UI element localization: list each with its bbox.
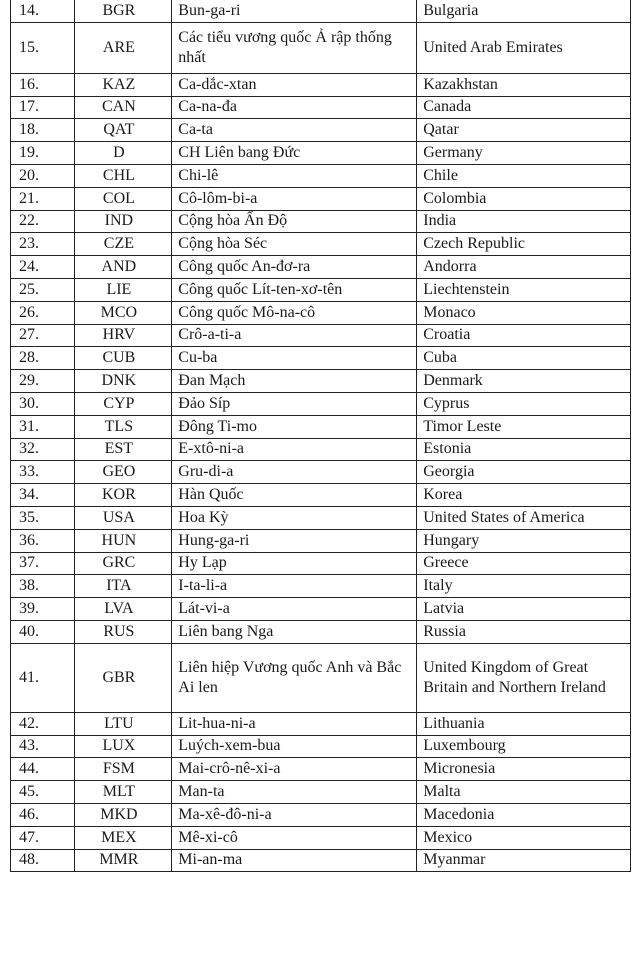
table-row — [11, 529, 631, 552]
country-code-cell: CAN — [74, 96, 172, 119]
english-name-cell: Monaco — [417, 301, 631, 324]
country-code-cell: MCO — [74, 301, 172, 324]
country-code-table — [10, 0, 631, 872]
vietnamese-name-cell: I-ta-li-a — [172, 575, 417, 598]
row-number-cell: 28. — [11, 347, 75, 370]
table-row — [11, 552, 631, 575]
row-number-cell: 21. — [11, 187, 75, 210]
vietnamese-name-cell: Man-ta — [172, 781, 417, 804]
row-number-cell: 15. — [11, 22, 75, 73]
table-row — [11, 438, 631, 461]
english-name-cell: Czech Republic — [417, 233, 631, 256]
row-number-cell: 34. — [11, 484, 75, 507]
country-code-cell: KOR — [74, 484, 172, 507]
country-code-cell: CHL — [74, 164, 172, 187]
vietnamese-name-cell: Các tiểu vương quốc Ả rập thống nhất — [172, 22, 417, 73]
table-row — [11, 119, 631, 142]
english-name-cell: Germany — [417, 142, 631, 165]
english-name-cell: Italy — [417, 575, 631, 598]
english-name-cell: Micronesia — [417, 758, 631, 781]
vietnamese-name-cell: Đan Mạch — [172, 370, 417, 393]
english-name-cell: Cuba — [417, 347, 631, 370]
english-name-cell: Macedonia — [417, 803, 631, 826]
table-row — [11, 826, 631, 849]
country-code-cell: CYP — [74, 392, 172, 415]
country-code-cell: MLT — [74, 781, 172, 804]
table-row — [11, 347, 631, 370]
vietnamese-name-cell: Ca-na-đa — [172, 96, 417, 119]
row-number-cell: 26. — [11, 301, 75, 324]
row-number-cell: 25. — [11, 278, 75, 301]
table-row — [11, 758, 631, 781]
country-code-cell: EST — [74, 438, 172, 461]
vietnamese-name-cell: Cộng hòa Séc — [172, 233, 417, 256]
vietnamese-name-cell: Công quốc Mô-na-cô — [172, 301, 417, 324]
vietnamese-name-cell: CH Liên bang Đức — [172, 142, 417, 165]
country-code-cell: MMR — [74, 849, 172, 872]
english-name-cell: Georgia — [417, 461, 631, 484]
country-code-cell: D — [74, 142, 172, 165]
country-code-cell: GBR — [74, 643, 172, 712]
table-row — [11, 324, 631, 347]
country-code-cell: HRV — [74, 324, 172, 347]
vietnamese-name-cell: Mai-crô-nê-xi-a — [172, 758, 417, 781]
english-name-cell: Myanmar — [417, 849, 631, 872]
row-number-cell: 43. — [11, 735, 75, 758]
vietnamese-name-cell: Gru-di-a — [172, 461, 417, 484]
vietnamese-name-cell: Ma-xê-đô-ni-a — [172, 803, 417, 826]
english-name-cell: Greece — [417, 552, 631, 575]
row-number-cell: 18. — [11, 119, 75, 142]
country-code-cell: LTU — [74, 712, 172, 735]
table-row — [11, 620, 631, 643]
english-name-cell: Estonia — [417, 438, 631, 461]
english-name-cell: Colombia — [417, 187, 631, 210]
country-code-cell: HUN — [74, 529, 172, 552]
english-name-cell: Mexico — [417, 826, 631, 849]
table-row — [11, 210, 631, 233]
row-number-cell: 46. — [11, 803, 75, 826]
english-name-cell: Liechtenstein — [417, 278, 631, 301]
english-name-cell: Croatia — [417, 324, 631, 347]
table-row — [11, 392, 631, 415]
english-name-cell: Chile — [417, 164, 631, 187]
row-number-cell: 48. — [11, 849, 75, 872]
vietnamese-name-cell: Chi-lê — [172, 164, 417, 187]
vietnamese-name-cell: Ca-ta — [172, 119, 417, 142]
english-name-cell: Latvia — [417, 598, 631, 621]
row-number-cell: 16. — [11, 73, 75, 96]
vietnamese-name-cell: Hàn Quốc — [172, 484, 417, 507]
row-number-cell: 44. — [11, 758, 75, 781]
country-code-cell: MEX — [74, 826, 172, 849]
table-row — [11, 164, 631, 187]
vietnamese-name-cell: Ca-dắc-xtan — [172, 73, 417, 96]
english-name-cell: India — [417, 210, 631, 233]
row-number-cell: 38. — [11, 575, 75, 598]
vietnamese-name-cell: Công quốc An-đơ-ra — [172, 256, 417, 279]
row-number-cell: 39. — [11, 598, 75, 621]
country-code-cell: CUB — [74, 347, 172, 370]
country-code-cell: BGR — [74, 0, 172, 22]
vietnamese-name-cell: Luých-xem-bua — [172, 735, 417, 758]
table-row — [11, 506, 631, 529]
country-code-cell: GEO — [74, 461, 172, 484]
row-number-cell: 24. — [11, 256, 75, 279]
english-name-cell: Korea — [417, 484, 631, 507]
table-row — [11, 142, 631, 165]
table-row — [11, 484, 631, 507]
row-number-cell: 19. — [11, 142, 75, 165]
vietnamese-name-cell: Hoa Kỳ — [172, 506, 417, 529]
row-number-cell: 41. — [11, 643, 75, 712]
country-code-cell: ARE — [74, 22, 172, 73]
table-row — [11, 643, 631, 712]
country-code-cell: USA — [74, 506, 172, 529]
row-number-cell: 29. — [11, 370, 75, 393]
row-number-cell: 27. — [11, 324, 75, 347]
country-code-cell: IND — [74, 210, 172, 233]
vietnamese-name-cell: Công quốc Lít-ten-xơ-tên — [172, 278, 417, 301]
english-name-cell: Russia — [417, 620, 631, 643]
table-row — [11, 301, 631, 324]
row-number-cell: 30. — [11, 392, 75, 415]
english-name-cell: Hungary — [417, 529, 631, 552]
vietnamese-name-cell: Hung-ga-ri — [172, 529, 417, 552]
table-row — [11, 370, 631, 393]
table-row — [11, 233, 631, 256]
country-code-cell: RUS — [74, 620, 172, 643]
english-name-cell: Luxembourg — [417, 735, 631, 758]
country-code-cell: ITA — [74, 575, 172, 598]
table-row — [11, 598, 631, 621]
table-row — [11, 96, 631, 119]
english-name-cell: Bulgaria — [417, 0, 631, 22]
row-number-cell: 33. — [11, 461, 75, 484]
table-row — [11, 256, 631, 279]
english-name-cell: Lithuania — [417, 712, 631, 735]
vietnamese-name-cell: Cu-ba — [172, 347, 417, 370]
table-row — [11, 712, 631, 735]
vietnamese-name-cell: Hy Lạp — [172, 552, 417, 575]
country-code-cell: LIE — [74, 278, 172, 301]
row-number-cell: 32. — [11, 438, 75, 461]
country-code-table-body — [11, 0, 631, 872]
row-number-cell: 31. — [11, 415, 75, 438]
table-row — [11, 278, 631, 301]
english-name-cell: United Arab Emirates — [417, 22, 631, 73]
row-number-cell: 42. — [11, 712, 75, 735]
row-number-cell: 37. — [11, 552, 75, 575]
country-code-cell: CZE — [74, 233, 172, 256]
country-code-cell: DNK — [74, 370, 172, 393]
table-row — [11, 22, 631, 73]
row-number-cell: 35. — [11, 506, 75, 529]
vietnamese-name-cell: Lát-vi-a — [172, 598, 417, 621]
english-name-cell: United States of America — [417, 506, 631, 529]
row-number-cell: 23. — [11, 233, 75, 256]
vietnamese-name-cell: Đông Ti-mo — [172, 415, 417, 438]
vietnamese-name-cell: Crô-a-ti-a — [172, 324, 417, 347]
country-code-cell: KAZ — [74, 73, 172, 96]
table-row — [11, 781, 631, 804]
vietnamese-name-cell: Đảo Síp — [172, 392, 417, 415]
english-name-cell: Denmark — [417, 370, 631, 393]
english-name-cell: Cyprus — [417, 392, 631, 415]
vietnamese-name-cell: Cô-lôm-bi-a — [172, 187, 417, 210]
table-row — [11, 735, 631, 758]
row-number-cell: 17. — [11, 96, 75, 119]
country-code-cell: MKD — [74, 803, 172, 826]
english-name-cell: Andorra — [417, 256, 631, 279]
vietnamese-name-cell: Bun-ga-ri — [172, 0, 417, 22]
vietnamese-name-cell: Liên bang Nga — [172, 620, 417, 643]
vietnamese-name-cell: Mê-xi-cô — [172, 826, 417, 849]
country-code-cell: AND — [74, 256, 172, 279]
row-number-cell: 36. — [11, 529, 75, 552]
english-name-cell: Qatar — [417, 119, 631, 142]
table-row — [11, 575, 631, 598]
country-code-cell: LUX — [74, 735, 172, 758]
country-code-cell: TLS — [74, 415, 172, 438]
table-row — [11, 803, 631, 826]
country-code-cell: GRC — [74, 552, 172, 575]
country-code-cell: FSM — [74, 758, 172, 781]
vietnamese-name-cell: Mi-an-ma — [172, 849, 417, 872]
country-code-cell: COL — [74, 187, 172, 210]
english-name-cell: United Kingdom of Great Britain and Northern Ireland — [417, 643, 631, 712]
row-number-cell: 45. — [11, 781, 75, 804]
vietnamese-name-cell: Cộng hòa Ấn Độ — [172, 210, 417, 233]
table-row — [11, 0, 631, 22]
document-page — [10, 0, 631, 872]
english-name-cell: Timor Leste — [417, 415, 631, 438]
table-row — [11, 415, 631, 438]
vietnamese-name-cell: E-xtô-ni-a — [172, 438, 417, 461]
table-row — [11, 461, 631, 484]
table-row — [11, 849, 631, 872]
country-code-cell: LVA — [74, 598, 172, 621]
english-name-cell: Canada — [417, 96, 631, 119]
country-code-cell: QAT — [74, 119, 172, 142]
row-number-cell: 47. — [11, 826, 75, 849]
row-number-cell: 14. — [11, 0, 75, 22]
vietnamese-name-cell: Liên hiệp Vương quốc Anh và Bắc Ai len — [172, 643, 417, 712]
row-number-cell: 40. — [11, 620, 75, 643]
table-row — [11, 73, 631, 96]
table-row — [11, 187, 631, 210]
row-number-cell: 22. — [11, 210, 75, 233]
row-number-cell: 20. — [11, 164, 75, 187]
english-name-cell: Kazakhstan — [417, 73, 631, 96]
vietnamese-name-cell: Lit-hua-ni-a — [172, 712, 417, 735]
english-name-cell: Malta — [417, 781, 631, 804]
